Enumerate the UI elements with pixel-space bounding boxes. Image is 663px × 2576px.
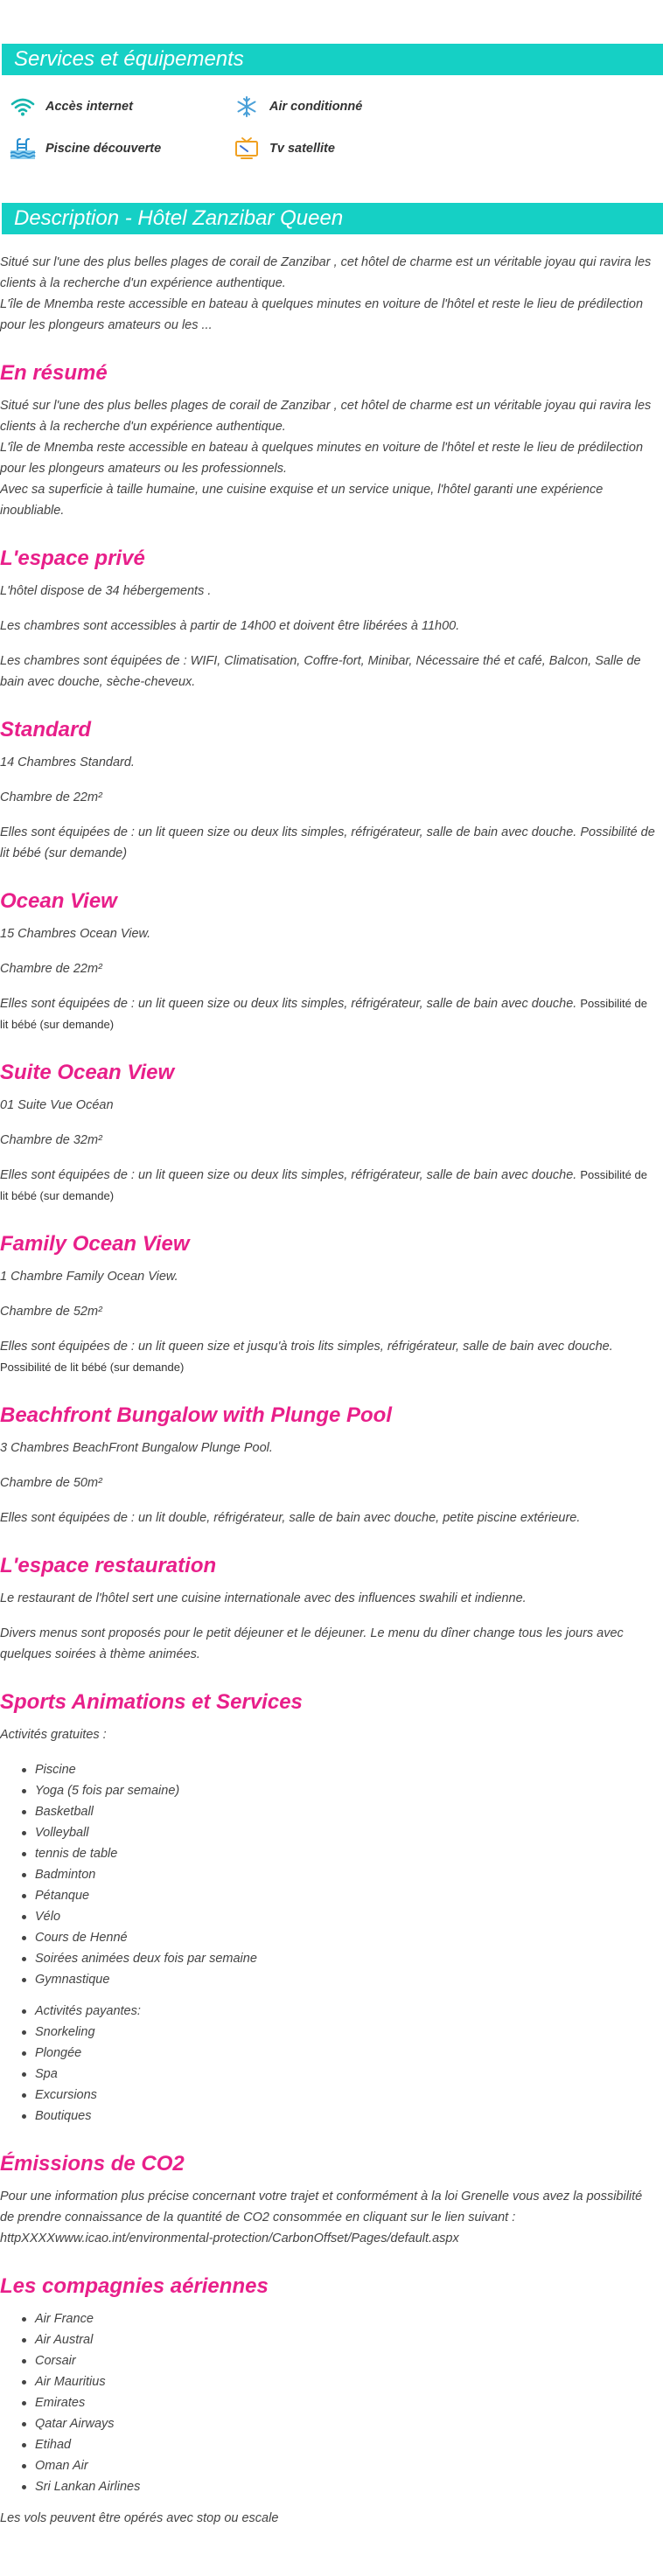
free-activities-list xyxy=(0,1759,658,1990)
list-item: Boutiques xyxy=(35,2106,658,2127)
list-item: Soirées animées deux fois par semaine xyxy=(35,1948,658,1969)
service-internet xyxy=(9,86,233,128)
airlines-heading: Les compagnies aériennes xyxy=(0,2274,269,2298)
room-count: 01 Suite Vue Océan xyxy=(0,1098,114,1112)
list-item: Air Mauritius xyxy=(35,2371,658,2392)
service-label: Piscine découverte xyxy=(45,142,162,156)
room-size: Chambre de 32m² xyxy=(0,1133,102,1147)
list-item: Spa xyxy=(35,2064,658,2085)
list-item: Air France xyxy=(35,2308,658,2329)
tv-icon xyxy=(233,136,261,161)
list-item: Excursions xyxy=(35,2085,658,2106)
free-activities-label: Activités gratuites : xyxy=(0,1728,107,1742)
description-line: Situé sur l'une des plus belles plages de corail de Zanzibar , cet hôtel de charme est un véritable joyau qui ravira les clients à la recherche d'un expérience authentique. xyxy=(0,255,652,290)
resume-line: Situé sur l'une des plus belles plages de corail de Zanzibar , cet hôtel de charme est un véritable joyau qui ravira les clients à la recherche d'un expérience authentique. xyxy=(0,399,652,434)
list-item: Cours de Henné xyxy=(35,1927,658,1948)
list-item: Qatar Airways xyxy=(35,2413,658,2434)
list-item: Basketball xyxy=(35,1801,658,1822)
standard-heading: Standard xyxy=(0,718,92,741)
list-item: Pétanque xyxy=(35,1885,658,1906)
resume-heading: En résumé xyxy=(0,361,108,385)
description-intro xyxy=(0,252,658,336)
paid-activities-list xyxy=(0,2001,658,2127)
list-item: Volleyball xyxy=(35,1822,658,1843)
pool-icon xyxy=(9,136,37,161)
service-air-conditioning xyxy=(233,86,457,128)
service-label: Tv satellite xyxy=(269,142,335,156)
room-size: Chambre de 22m² xyxy=(0,962,102,976)
room-equipment xyxy=(0,1336,658,1378)
room-equipment: Elles sont équipées de : un lit queen size ou deux lits simples, réfrigérateur, salle de bain avec douche. Possibilité de lit bébé (sur demande) xyxy=(0,825,655,860)
list-item: Badminton xyxy=(35,1864,658,1885)
checkin-times: Les chambres sont accessibles à partir de 14h00 et doivent être libérées à 11h00. xyxy=(0,619,460,633)
private-space-heading: L'espace privé xyxy=(0,547,145,570)
description-header: Description - Hôtel Zanzibar Queen xyxy=(2,203,663,234)
list-item: Air Austral xyxy=(35,2329,658,2350)
list-item: Sri Lankan Airlines xyxy=(35,2476,658,2497)
list-item: Yoga (5 fois par semaine) xyxy=(35,1780,658,1801)
room-size: Chambre de 50m² xyxy=(0,1476,102,1490)
wifi-icon xyxy=(9,94,37,119)
airlines-list xyxy=(0,2308,658,2497)
room-size: Chambre de 52m² xyxy=(0,1305,102,1319)
suite-ocean-view-heading: Suite Ocean View xyxy=(0,1061,175,1084)
room-count: 3 Chambres BeachFront Bungalow Plunge Pool. xyxy=(0,1441,273,1455)
list-item: Emirates xyxy=(35,2392,658,2413)
baby-bed-note: Possibilité de lit bébé (sur demande) xyxy=(0,1361,185,1374)
room-equipment: Elles sont équipées de : un lit double, réfrigérateur, salle de bain avec douche, petite piscine extérieure. xyxy=(0,1511,581,1525)
list-item: Vélo xyxy=(35,1906,658,1927)
service-pool xyxy=(9,128,233,170)
service-label: Air conditionné xyxy=(269,100,363,114)
content xyxy=(0,252,658,2529)
co2-text: Pour une information plus précise concernant votre trajet et conformément à la loi Grenelle vous avez la possibilité de prendre connaissance de la quantité de CO2 consommée en cliquant sur le lien suivant : httpXXXXwww.icao.int/environmental-protection/CarbonOffset/Pages/default.aspx xyxy=(0,2190,643,2245)
snowflake-icon xyxy=(233,94,261,119)
services-list xyxy=(0,75,647,170)
family-ocean-view-heading: Family Ocean View xyxy=(0,1232,190,1256)
bungalow-heading: Beachfront Bungalow with Plunge Pool xyxy=(0,1403,392,1427)
description-line: L'île de Mnemba reste accessible en bateau à quelques minutes en voiture de l'hôtel et reste le lieu de prédilection pour les plongeurs amateurs ou les ... xyxy=(0,297,644,332)
room-count: 14 Chambres Standard. xyxy=(0,755,135,769)
room-equipment: Les chambres sont équipées de : WIFI, Climatisation, Coffre-fort, Minibar, Nécessaire thé et café, Balcon, Salle de bain avec douche, sèche-cheveux. xyxy=(0,654,641,689)
equipment-text: Elles sont équipées de : un lit queen size ou deux lits simples, réfrigérateur, salle de bain avec douche. xyxy=(0,997,577,1011)
list-item: Plongée xyxy=(35,2043,658,2064)
accommodation-count: L'hôtel dispose de 34 hébergements . xyxy=(0,584,212,598)
resume-text xyxy=(0,395,658,521)
flights-note: Les vols peuvent être opérés avec stop ou escale xyxy=(0,2511,279,2525)
room-count: 15 Chambres Ocean View. xyxy=(0,927,151,941)
list-item: Oman Air xyxy=(35,2455,658,2476)
resume-line: Avec sa superficie à taille humaine, une cuisine exquise et un service unique, l'hôtel garanti une expérience inoubliable. xyxy=(0,483,604,518)
room-size: Chambre de 22m² xyxy=(0,790,102,804)
services-header: Services et équipements xyxy=(2,44,663,75)
list-item: Snorkeling xyxy=(35,2022,658,2043)
resume-line: L'île de Mnemba reste accessible en bateau à quelques minutes en voiture de l'hôtel et reste le lieu de prédilection pour les plongeurs amateurs ou les professionnels. xyxy=(0,441,644,476)
list-item: Gymnastique xyxy=(35,1969,658,1990)
list-item: Corsair xyxy=(35,2350,658,2371)
restaurant-menus: Divers menus sont proposés pour le petit déjeuner et le déjeuner. Le menu du dîner change tous les jours avec quelques soirées à thème animées. xyxy=(0,1626,624,1661)
service-label: Accès internet xyxy=(45,100,133,114)
co2-heading: Émissions de CO2 xyxy=(0,2152,185,2176)
restaurant-heading: L'espace restauration xyxy=(0,1554,217,1577)
room-count: 1 Chambre Family Ocean View. xyxy=(0,1270,178,1284)
room-equipment xyxy=(0,1165,658,1207)
sports-heading: Sports Animations et Services xyxy=(0,1690,303,1714)
equipment-text: Elles sont équipées de : un lit queen size ou deux lits simples, réfrigérateur, salle de bain avec douche. xyxy=(0,1168,577,1182)
baby-bed-note: Possibilité de lit bébé (sur demande) xyxy=(0,997,647,1031)
list-item: tennis de table xyxy=(35,1843,658,1864)
equipment-text: Elles sont équipées de : un lit queen size et jusqu'à trois lits simples, réfrigérateur, salle de bain avec douche. xyxy=(0,1340,613,1354)
list-item: Piscine xyxy=(35,1759,658,1780)
list-item: Activités payantes: xyxy=(35,2001,658,2022)
room-equipment xyxy=(0,993,658,1035)
baby-bed-note: Possibilité de lit bébé (sur demande) xyxy=(0,1168,647,1202)
service-tv xyxy=(233,128,457,170)
restaurant-text: Le restaurant de l'hôtel sert une cuisine internationale avec des influences swahili et indienne. xyxy=(0,1591,527,1605)
ocean-view-heading: Ocean View xyxy=(0,889,117,913)
list-item: Etihad xyxy=(35,2434,658,2455)
